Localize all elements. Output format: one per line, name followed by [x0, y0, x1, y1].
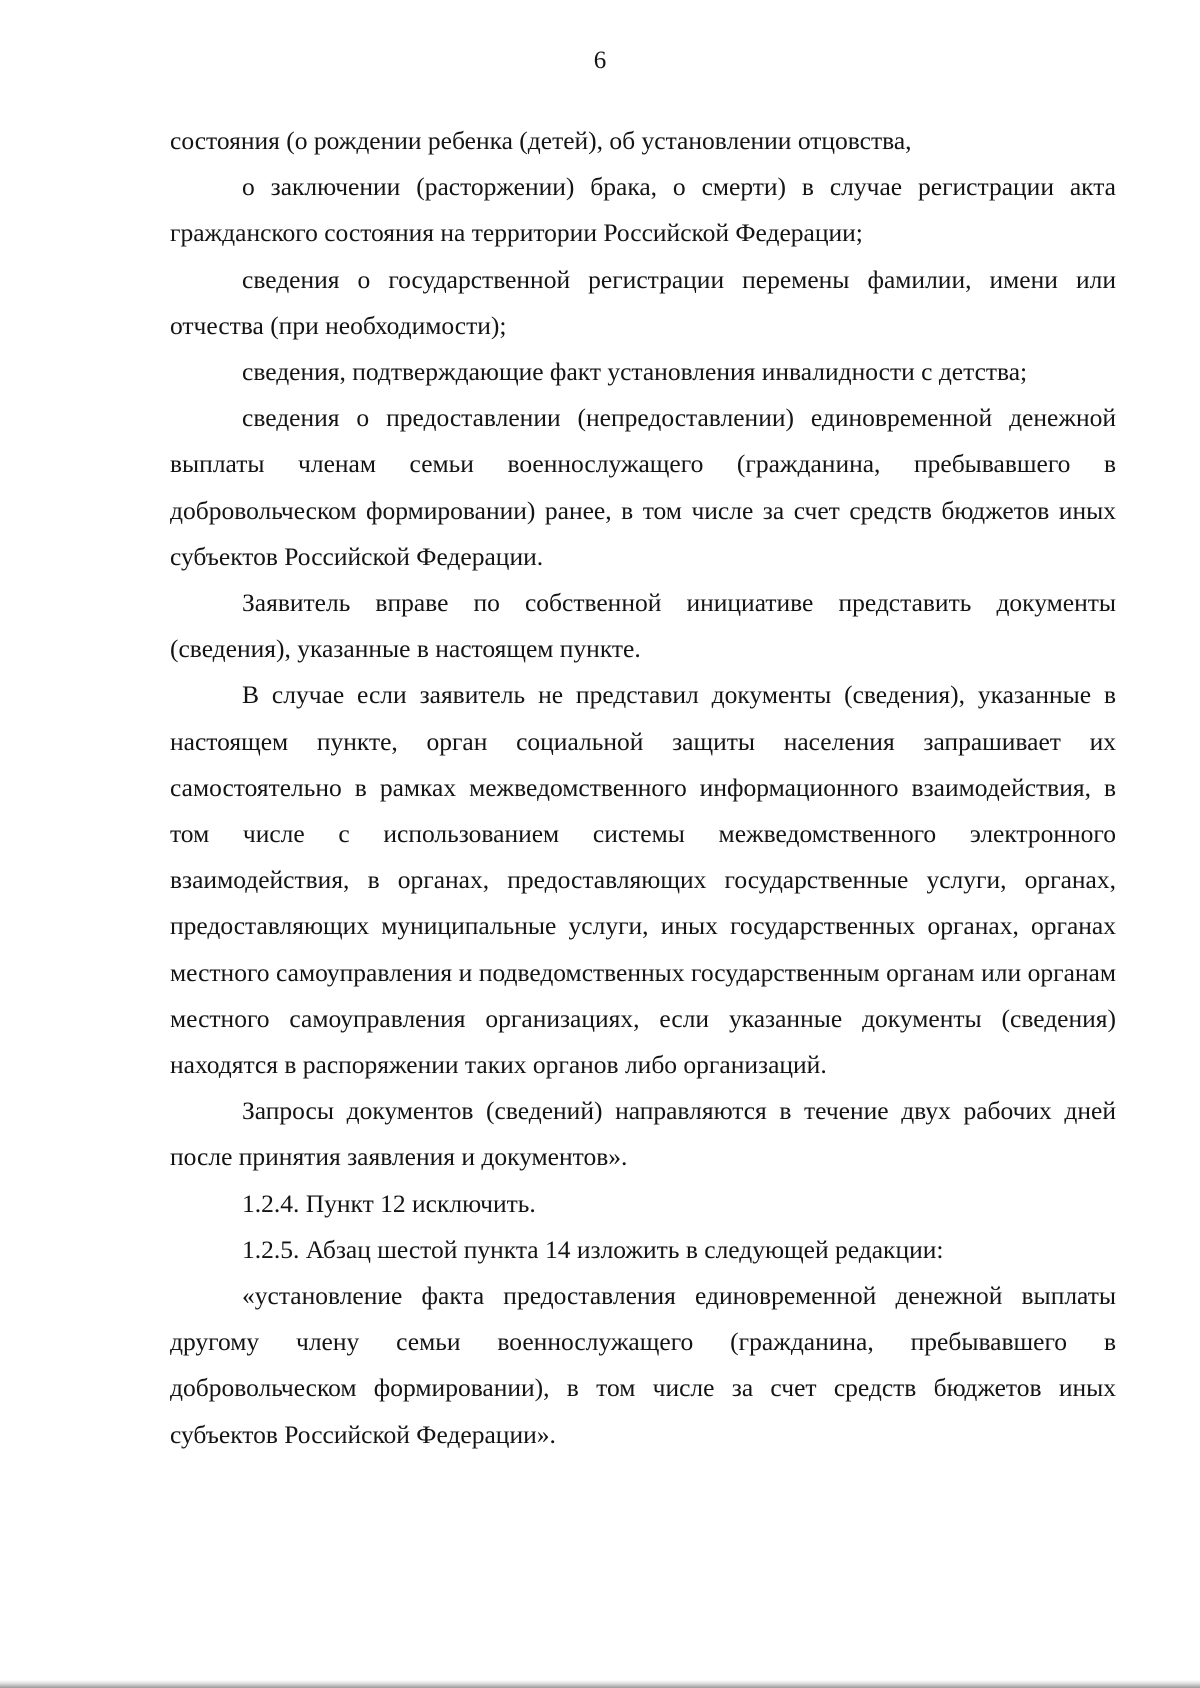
paragraph-item-1-2-5: 1.2.5. Абзац шестой пункта 14 изложить в следующей редакции:	[242, 1234, 944, 1264]
page-number: 6	[593, 47, 607, 74]
paragraph-marriage-death-records: о заключении (расторжении) брака, о смерти) в случае регистрации акта гражданского состояния на территории Российской Федерации;	[170, 172, 1116, 248]
paragraph-continuation: состояния (о рождении ребенка (детей), об установлении отцовства,	[170, 126, 912, 155]
document-body	[170, 118, 1116, 1458]
paragraph-new-wording: «установление факта предоставления единовременной денежной выплаты другому члену семьи военнослужащего (гражданина, пребывавшего в добровольческом формировании), в том числе за счет средств бюджетов иных субъектов Российской Федерации».	[170, 1281, 1116, 1449]
paragraph-name-change: сведения о государственной регистрации перемены фамилии, имени или отчества (при необходимости);	[170, 264, 1116, 340]
paragraph-item-1-2-4: 1.2.4. Пункт 12 исключить.	[242, 1188, 536, 1218]
paragraph-request-deadline: Запросы документов (сведений) направляются в течение двух рабочих дней после принятия заявления и документов».	[170, 1096, 1116, 1172]
paragraph-disability: сведения, подтверждающие факт установления инвалидности с детства;	[242, 357, 1028, 387]
scan-bottom-edge	[0, 1680, 1200, 1688]
paragraph-interagency-request: В случае если заявитель не представил документы (сведения), указанные в настоящем пункте, орган социальной защиты населения запрашивает их самостоятельно в рамках межведомственного информационного взаимодействия, в том числе с использованием системы межведомственного электронного взаимодействия, в органах, предоставляющих государственные услуги, органах, предоставляющих муниципальные услуги, иных государственных органах, органах местного самоуправления и подведомственных государственным органам или органам местного самоуправления организациях, если указанные документы (сведения) находятся в распоряжении таких органов либо организаций.	[170, 680, 1116, 1080]
paragraph-lump-sum-payment: сведения о предоставлении (непредоставлении) единовременной денежной выплаты членам семьи военнослужащего (гражданина, пребывавшего в добровольческом формировании) ранее, в том числе за счет средств бюджетов иных субъектов Российской Федерации.	[170, 403, 1116, 571]
paragraph-applicant-right: Заявитель вправе по собственной инициативе представить документы (сведения), указанные в настоящем пункте.	[170, 588, 1116, 664]
